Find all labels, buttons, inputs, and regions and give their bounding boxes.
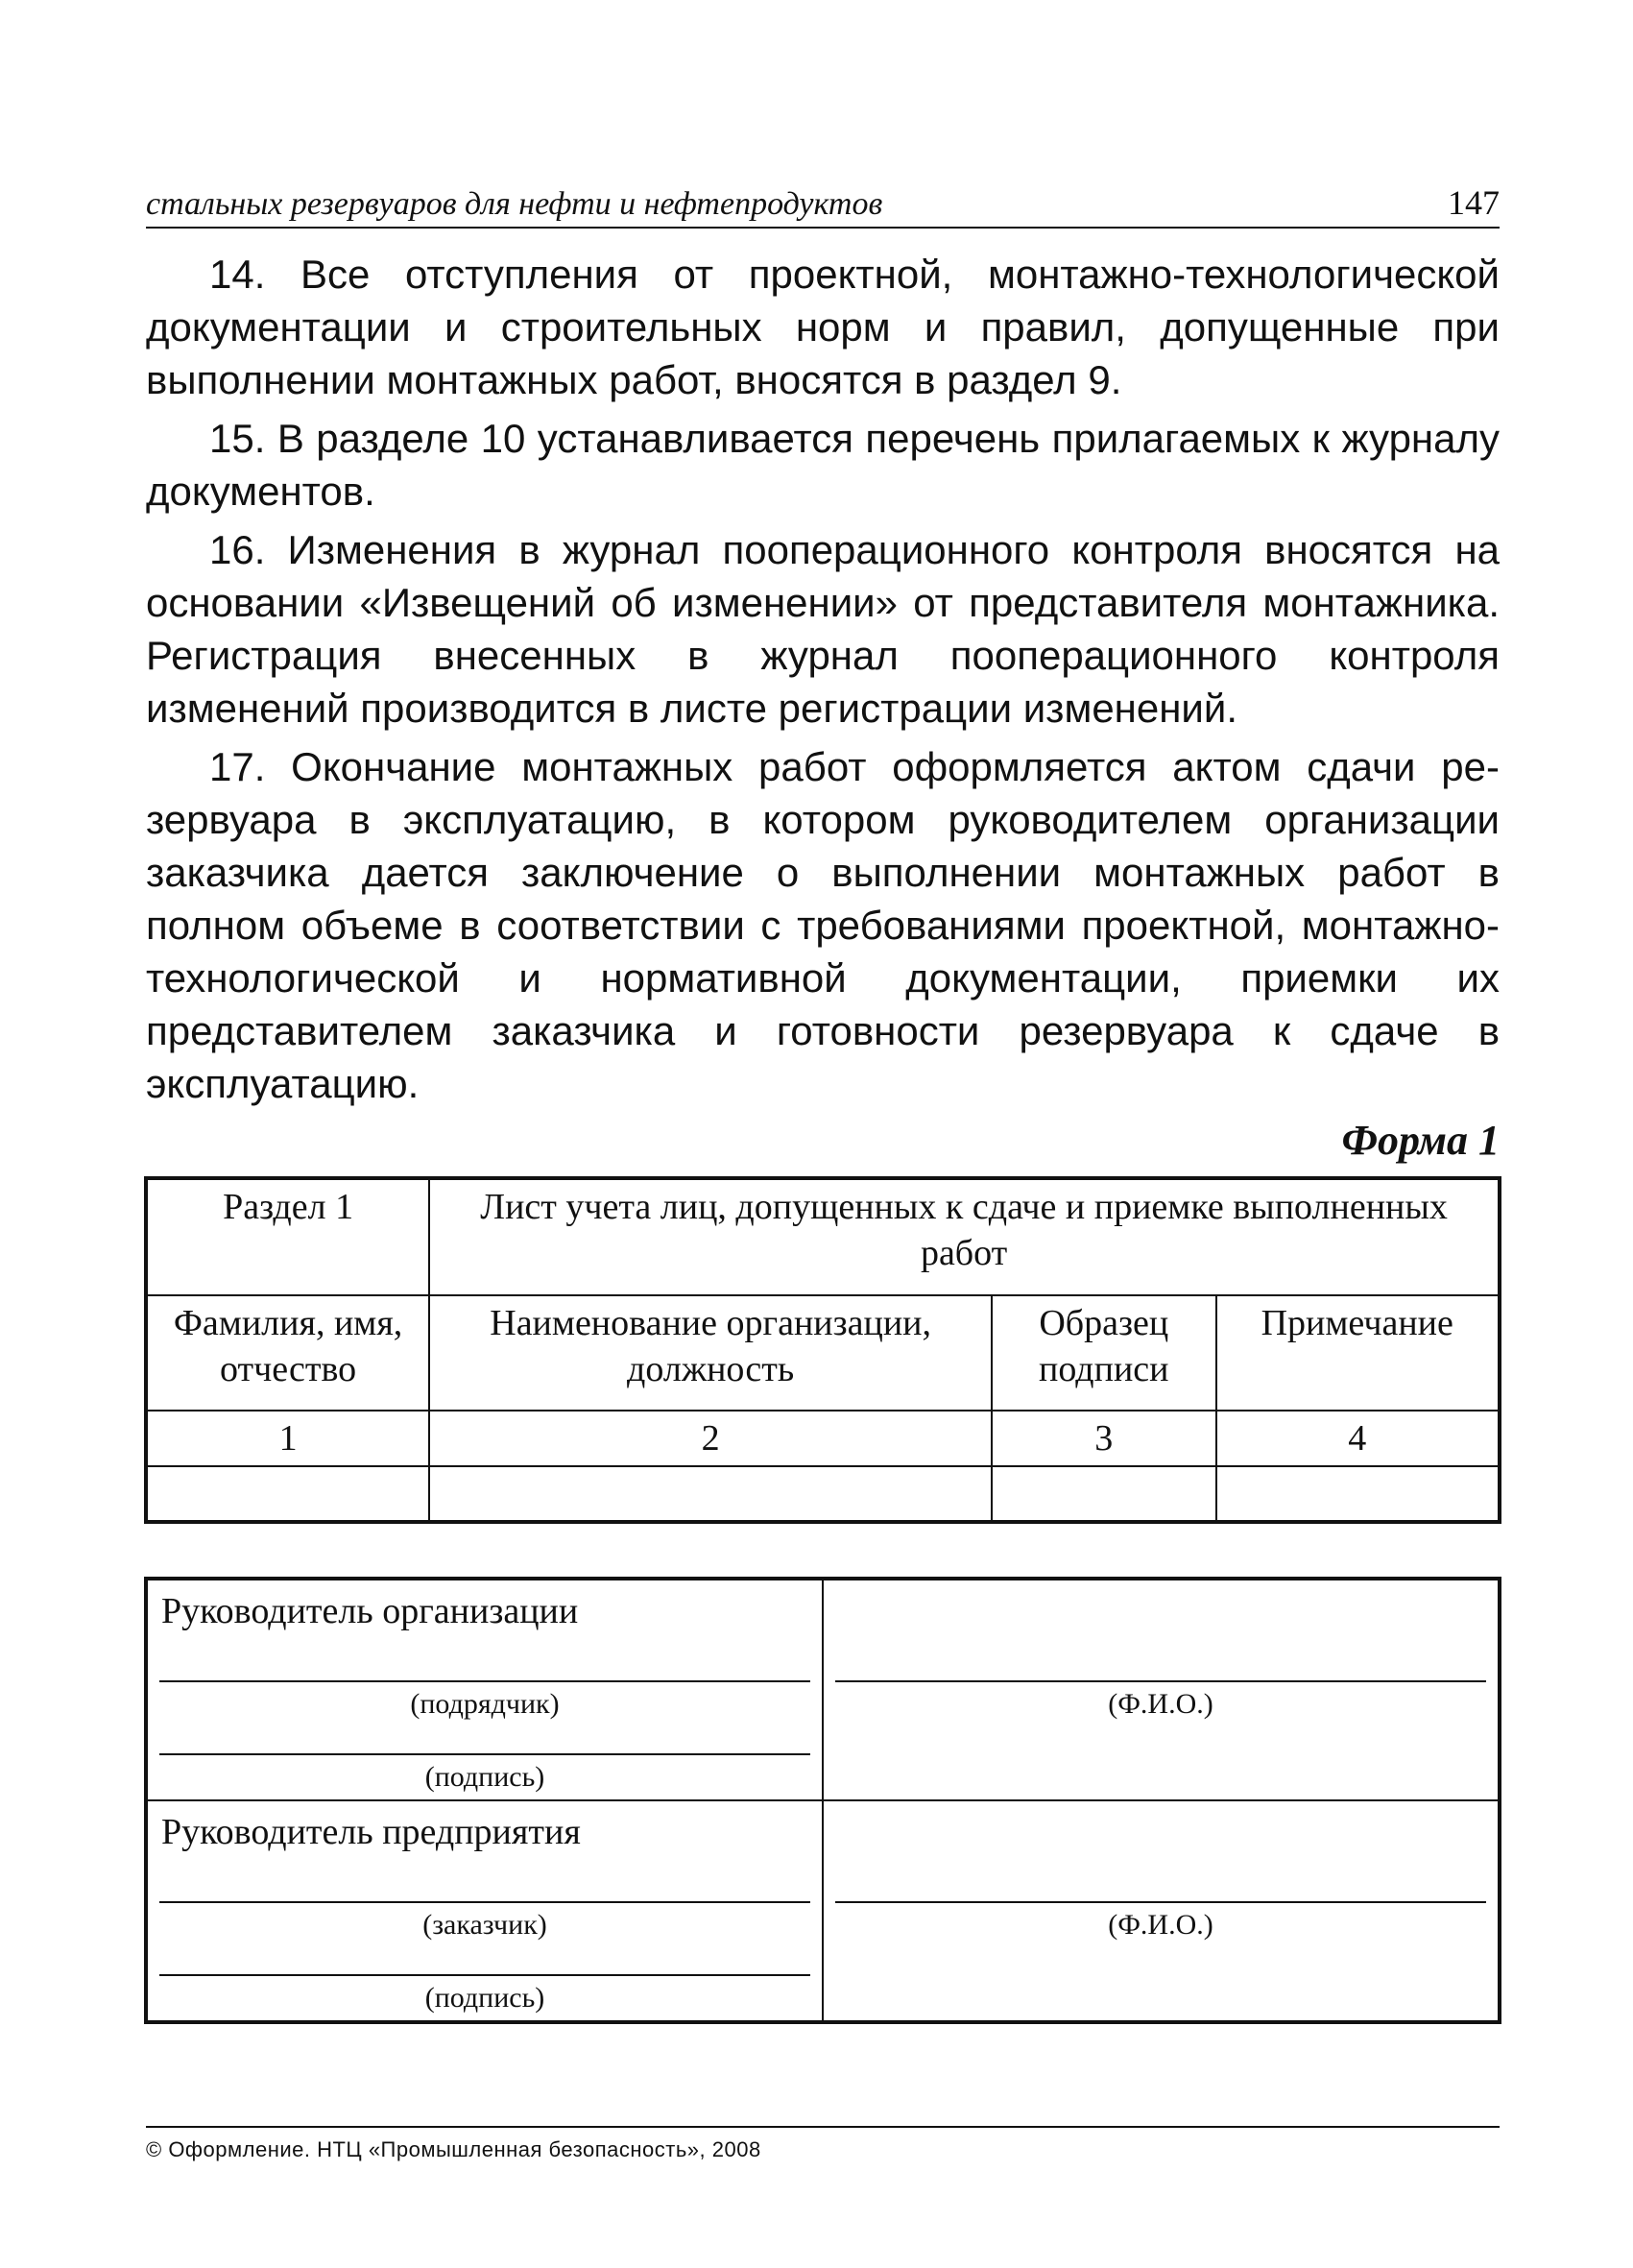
footer-copyright: © Оформление. НТЦ «Промышленная безопасность», 2008 [146,2137,761,2161]
column-header-row [146,1295,1500,1411]
column-header: Примечание [1216,1295,1501,1411]
role-line [159,1901,810,1903]
empty-cell [146,1466,429,1522]
name-line [835,1901,1486,1903]
signature-row-customer [146,1800,1500,2022]
name-caption: (Ф.И.О.) [1108,1688,1213,1720]
role-caption: (заказчик) [422,1909,547,1941]
column-header: Образец подписи [992,1295,1215,1411]
column-header: Фамилия, имя, отчество [146,1295,429,1411]
form-label: Форма 1 [1341,1117,1500,1164]
role-line [159,1680,810,1682]
empty-cell [992,1466,1215,1522]
sheet-title-cell: Лист учета лиц, допущенных к сдаче и приемке выполненных работ [429,1178,1500,1295]
role-caption: (подрядчик) [410,1688,560,1720]
paragraph-15: 15. В разделе 10 устанавливается перечень прилагаемых к журналу документов. [146,416,1500,514]
form-table [144,1176,1501,1524]
signature-left-cell [146,1800,823,2022]
signature-table [144,1577,1501,2024]
column-number-row [146,1411,1500,1466]
name-line [835,1680,1486,1682]
section-cell: Раздел 1 [146,1178,429,1295]
paragraph-17: 17. Окончание монтажных работ оформляется актом сдачи резервуара в эксплуатацию, в котором руководителем организации заказчика дается заключение о выполнении монтажных работ в полном объеме в соответствии с требованиями проектной, монтажно-технологической и нормативной документации, приемки их представителем заказчика и готовности резервуара к сдаче в эксплуатацию. [146,744,1500,1106]
signature-left-cell [146,1579,823,1800]
column-number: 2 [429,1411,992,1466]
name-caption: (Ф.И.О.) [1108,1909,1213,1941]
empty-entry-row [146,1466,1500,1522]
empty-cell [429,1466,992,1522]
signature-heading: Руководитель организации [161,1591,579,1631]
form-title-row [146,1178,1500,1295]
signature-heading: Руководитель предприятия [161,1812,581,1852]
page-number: 147 [1448,183,1500,222]
signature-caption: (подпись) [424,1982,545,2014]
signature-right-cell [823,1579,1500,1800]
paragraph-14: 14. Все отступления от проектной, монтажно-технологической документации и строительных норм и правил, допущенные при выполнении монтажных работ, вносятся в раздел 9. [146,252,1500,402]
paragraph-16: 16. Изменения в журнал пооперационного контроля вносятся на основании «Извещений об изменении» от представителя монтажника. Регистрация внесенных в журнал пооперационного контроля изменений производится в листе регистрации изменений. [146,527,1500,731]
footer-rule [146,2126,1500,2128]
signature-caption: (подпись) [424,1761,545,1793]
signature-line [159,1974,810,1976]
empty-cell [1216,1466,1501,1522]
running-header [146,182,1500,229]
column-number: 1 [146,1411,429,1466]
signature-right-cell [823,1800,1500,2022]
signature-row-contractor [146,1579,1500,1800]
column-header: Наименование организации, должность [429,1295,992,1411]
body-text [146,248,1500,1116]
column-number: 4 [1216,1411,1501,1466]
signature-line [159,1753,810,1755]
column-number: 3 [992,1411,1215,1466]
running-title: стальных резервуаров для нефти и нефтепродуктов [146,186,883,222]
